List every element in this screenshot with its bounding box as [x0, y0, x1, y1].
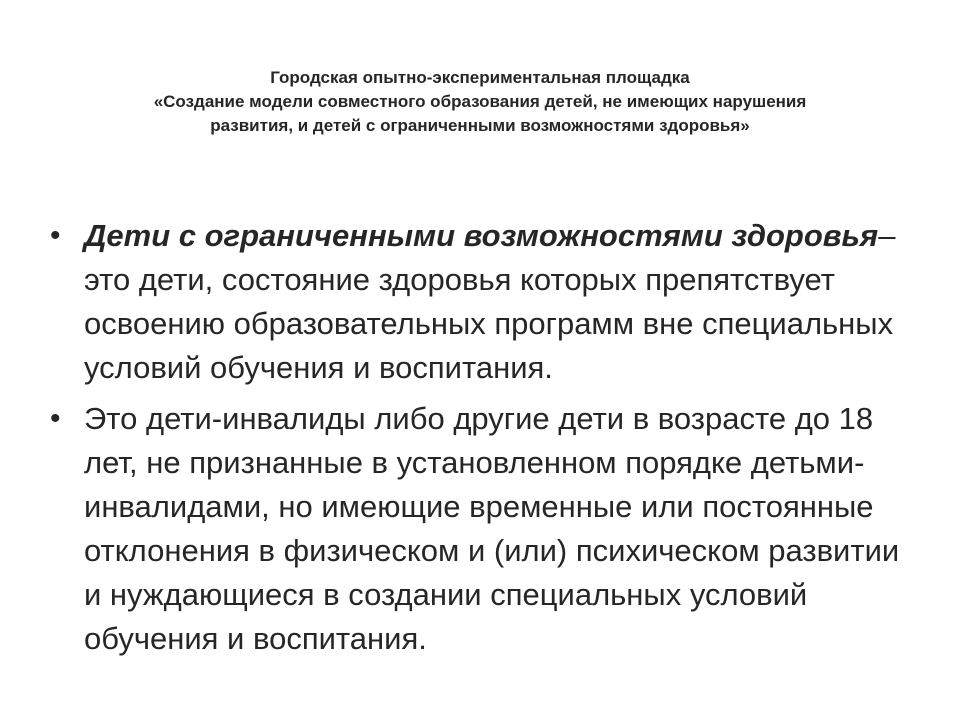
slide-title	[50, 66, 910, 138]
bullet-marker: •	[50, 219, 61, 252]
bullet-item-definition	[48, 214, 918, 390]
title-line-3: развития, и детей с ограниченными возможностями здоровья»	[210, 116, 750, 135]
bullet-marker: •	[50, 402, 61, 435]
term-definition: Дети с ограниченными возможностями здоровья	[84, 218, 879, 253]
explanation-text: Это дети-инвалиды либо другие дети в возрасте до 18 лет, не признанные в установленном порядке детьми-инвалидами, но имеющие временные или постоянные отклонения в физическом и (или) психическом развитии и нуждающиеся в создании специальных условий обучения и воспитания.	[84, 401, 900, 656]
definition-text: – это дети, состояние здоровья которых препятствует освоению образовательных программ вне специальных условий обучения и воспитания.	[84, 218, 896, 385]
bullet-list	[48, 214, 918, 661]
bullet-item-explanation	[48, 397, 918, 661]
title-line-1: Городская опытно-экспериментальная площадка	[270, 68, 690, 87]
title-line-2: «Создание модели совместного образования детей, не имеющих нарушения	[153, 92, 807, 111]
